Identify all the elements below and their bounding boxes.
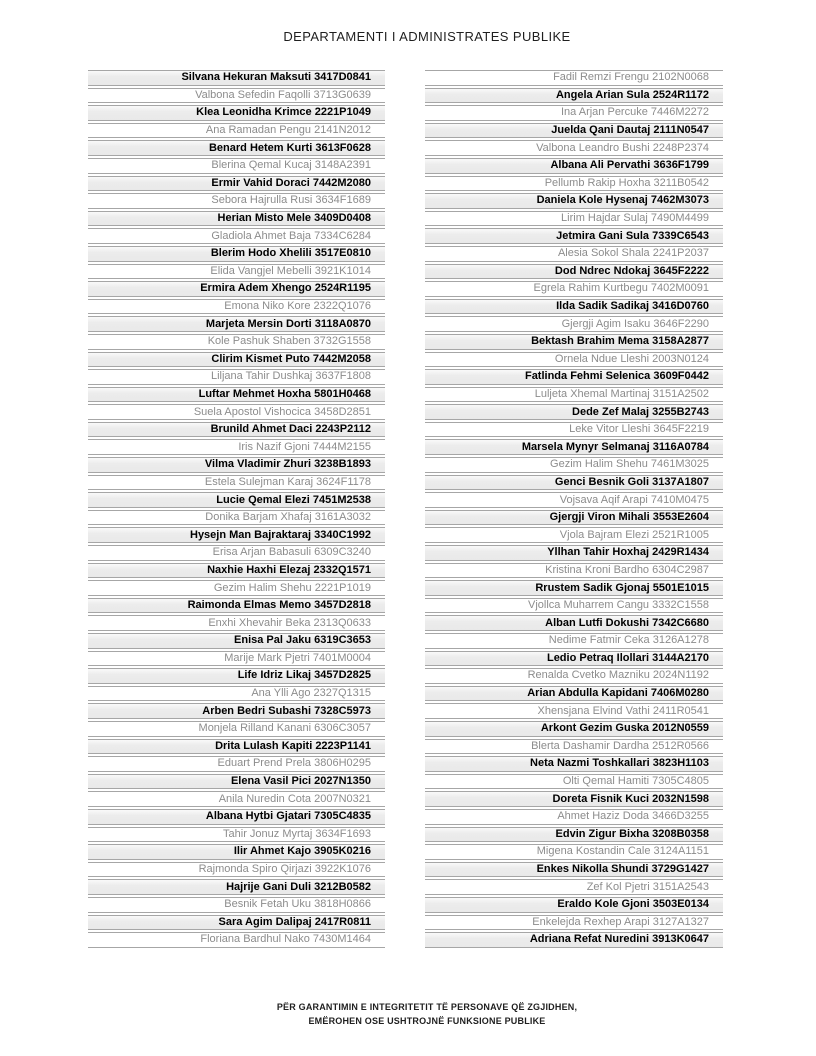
list-item: Angela Arian Sula 2524R1172 [425, 88, 723, 104]
list-item: Vjollca Muharrem Cangu 3332C1558 [425, 598, 723, 614]
list-item: Edvin Zigur Bixha 3208B0358 [425, 827, 723, 843]
list-item: Nedime Fatmir Ceka 3126A1278 [425, 633, 723, 649]
list-item: Sara Agim Dalipaj 2417R0811 [88, 915, 385, 931]
list-item: Daniela Kole Hysenaj 7462M3073 [425, 193, 723, 209]
list-item: Floriana Bardhul Nako 7430M1464 [88, 932, 385, 948]
list-item: Alban Lutfi Dokushi 7342C6680 [425, 615, 723, 631]
list-item: Adriana Refat Nuredini 3913K0647 [425, 932, 723, 948]
list-item: Besnik Fetah Uku 3818H0866 [88, 897, 385, 913]
list-item: Eduart Prend Prela 3806H0295 [88, 756, 385, 772]
list-item: Albana Ali Pervathi 3636F1799 [425, 158, 723, 174]
list-item: Ermir Vahid Doraci 7442M2080 [88, 176, 385, 192]
list-item: Dod Ndrec Ndokaj 3645F2222 [425, 264, 723, 280]
list-item: Marjeta Mersin Dorti 3118A0870 [88, 316, 385, 332]
list-item: Iris Nazif Gjoni 7444M2155 [88, 439, 385, 455]
list-item: Pellumb Rakip Hoxha 3211B0542 [425, 176, 723, 192]
list-item: Vilma Vladimir Zhuri 3238B1893 [88, 457, 385, 473]
list-item: Clirim Kismet Puto 7442M2058 [88, 352, 385, 368]
list-item: Emona Niko Kore 2322Q1076 [88, 299, 385, 315]
footer-line-1: PËR GARANTIMIN E INTEGRITETIT TË PERSONAVE QË ZGJIDHEN, [276, 1002, 578, 1012]
list-item: Drita Lulash Kapiti 2223P1141 [88, 739, 385, 755]
list-item: Eraldo Kole Gjoni 3503E0134 [425, 897, 723, 913]
list-item: Klea Leonidha Krimce 2221P1049 [88, 105, 385, 121]
list-item: Gjergji Viron Mihali 3553E2604 [425, 510, 723, 526]
list-item: Fatlinda Fehmi Selenica 3609F0442 [425, 369, 723, 385]
list-item: Gladiola Ahmet Baja 7334C6284 [88, 228, 385, 244]
list-item: Suela Apostol Vishocica 3458D2851 [88, 404, 385, 420]
list-item: Elena Vasil Pici 2027N1350 [88, 774, 385, 790]
list-item: Dede Zef Malaj 3255B2743 [425, 404, 723, 420]
list-item: Benard Hetem Kurti 3613F0628 [88, 140, 385, 156]
list-item: Ilir Ahmet Kajo 3905K0216 [88, 844, 385, 860]
list-item: Herian Misto Mele 3409D0408 [88, 211, 385, 227]
list-item: Elida Vangjel Mebelli 3921K1014 [88, 264, 385, 280]
list-item: Silvana Hekuran Maksuti 3417D0841 [88, 70, 385, 86]
list-item: Ledio Petraq Ilollari 3144A2170 [425, 651, 723, 667]
list-item: Albana Hytbi Gjatari 7305C4835 [88, 809, 385, 825]
list-item: Vjola Bajram Elezi 2521R1005 [425, 527, 723, 543]
list-item: Arkont Gezim Guska 2012N0559 [425, 721, 723, 737]
list-item: Raimonda Elmas Memo 3457D2818 [88, 598, 385, 614]
list-item: Bektash Brahim Mema 3158A2877 [425, 334, 723, 350]
list-item: Anila Nuredin Cota 2007N0321 [88, 791, 385, 807]
list-item: Gezim Halim Shehu 2221P1019 [88, 580, 385, 596]
list-item: Fadil Remzi Frengu 2102N0068 [425, 70, 723, 86]
list-item: Tahir Jonuz Myrtaj 3634F1693 [88, 827, 385, 843]
page-header [0, 29, 816, 44]
list-item: Sebora Hajrulla Rusi 3634F1689 [88, 193, 385, 209]
list-item: Yllhan Tahir Hoxhaj 2429R1434 [425, 545, 723, 561]
name-list-right-column [425, 70, 723, 948]
list-item: Brunild Ahmet Daci 2243P2112 [88, 422, 385, 438]
list-item: Estela Sulejman Karaj 3624F1178 [88, 475, 385, 491]
list-item: Olti Qemal Hamiti 7305C4805 [425, 774, 723, 790]
list-item: Naxhie Haxhi Elezaj 2332Q1571 [88, 563, 385, 579]
list-item: Egrela Rahim Kurtbegu 7402M0091 [425, 281, 723, 297]
list-item: Lucie Qemal Elezi 7451M2538 [88, 492, 385, 508]
list-item: Gjergji Agim Isaku 3646F2290 [425, 316, 723, 332]
list-item: Liljana Tahir Dushkaj 3637F1808 [88, 369, 385, 385]
list-item: Luljeta Xhemal Martinaj 3151A2502 [425, 387, 723, 403]
list-item: Blerim Hodo Xhelili 3517E0810 [88, 246, 385, 262]
list-item: Enisa Pal Jaku 6319C3653 [88, 633, 385, 649]
list-item: Ina Arjan Percuke 7446M2272 [425, 105, 723, 121]
list-item: Ermira Adem Xhengo 2524R1195 [88, 281, 385, 297]
list-item: Blerta Dashamir Dardha 2512R0566 [425, 739, 723, 755]
list-item: Valbona Sefedin Faqolli 3713G0639 [88, 88, 385, 104]
list-item: Kristina Kroni Bardho 6304C2987 [425, 563, 723, 579]
list-item: Marije Mark Pjetri 7401M0004 [88, 651, 385, 667]
list-item: Valbona Leandro Bushi 2248P2374 [425, 140, 723, 156]
list-item: Enxhi Xhevahir Beka 2313Q0633 [88, 615, 385, 631]
list-item: Hajrije Gani Duli 3212B0582 [88, 879, 385, 895]
list-item: Ana Ramadan Pengu 2141N2012 [88, 123, 385, 139]
list-item: Juelda Qani Dautaj 2111N0547 [425, 123, 723, 139]
list-item: Luftar Mehmet Hoxha 5801H0468 [88, 387, 385, 403]
list-item: Genci Besnik Goli 3137A1807 [425, 475, 723, 491]
list-item: Ornela Ndue Lleshi 2003N0124 [425, 352, 723, 368]
page-footer [0, 1000, 816, 1028]
list-item: Leke Vitor Lleshi 3645F2219 [425, 422, 723, 438]
page-title: DEPARTAMENTI I ADMINISTRATES PUBLIKE [283, 29, 571, 44]
list-item: Xhensjana Elvind Vathi 2411R0541 [425, 703, 723, 719]
list-item: Jetmira Gani Sula 7339C6543 [425, 228, 723, 244]
list-item: Rrustem Sadik Gjonaj 5501E1015 [425, 580, 723, 596]
list-item: Vojsava Aqif Arapi 7410M0475 [425, 492, 723, 508]
list-item: Renalda Cvetko Mazniku 2024N1192 [425, 668, 723, 684]
list-item: Blerina Qemal Kucaj 3148A2391 [88, 158, 385, 174]
list-item: Ilda Sadik Sadikaj 3416D0760 [425, 299, 723, 315]
list-item: Erisa Arjan Babasuli 6309C3240 [88, 545, 385, 561]
list-item: Monjela Rilland Kanani 6306C3057 [88, 721, 385, 737]
list-item: Neta Nazmi Toshkallari 3823H1103 [425, 756, 723, 772]
list-item: Zef Kol Pjetri 3151A2543 [425, 879, 723, 895]
list-item: Kole Pashuk Shaben 3732G1558 [88, 334, 385, 350]
list-item: Arian Abdulla Kapidani 7406M0280 [425, 686, 723, 702]
list-item: Lirim Hajdar Sulaj 7490M4499 [425, 211, 723, 227]
list-item: Doreta Fisnik Kuci 2032N1598 [425, 791, 723, 807]
footer-line-2: EMËROHEN OSE USHTROJNË FUNKSIONE PUBLIKE [308, 1016, 546, 1026]
list-item: Migena Kostandin Cale 3124A1151 [425, 844, 723, 860]
list-item: Life Idriz Likaj 3457D2825 [88, 668, 385, 684]
list-item: Alesia Sokol Shala 2241P2037 [425, 246, 723, 262]
list-item: Ahmet Haziz Doda 3466D3255 [425, 809, 723, 825]
list-item: Donika Barjam Xhafaj 3161A3032 [88, 510, 385, 526]
list-item: Marsela Mynyr Selmanaj 3116A0784 [425, 439, 723, 455]
list-item: Rajmonda Spiro Qirjazi 3922K1076 [88, 862, 385, 878]
list-item: Gezim Halim Shehu 7461M3025 [425, 457, 723, 473]
name-list-left-column [88, 70, 385, 948]
list-item: Ana Ylli Ago 2327Q1315 [88, 686, 385, 702]
list-item: Hysejn Man Bajraktaraj 3340C1992 [88, 527, 385, 543]
list-item: Enkes Nikolla Shundi 3729G1427 [425, 862, 723, 878]
list-item: Enkelejda Rexhep Arapi 3127A1327 [425, 915, 723, 931]
list-item: Arben Bedri Subashi 7328C5973 [88, 703, 385, 719]
